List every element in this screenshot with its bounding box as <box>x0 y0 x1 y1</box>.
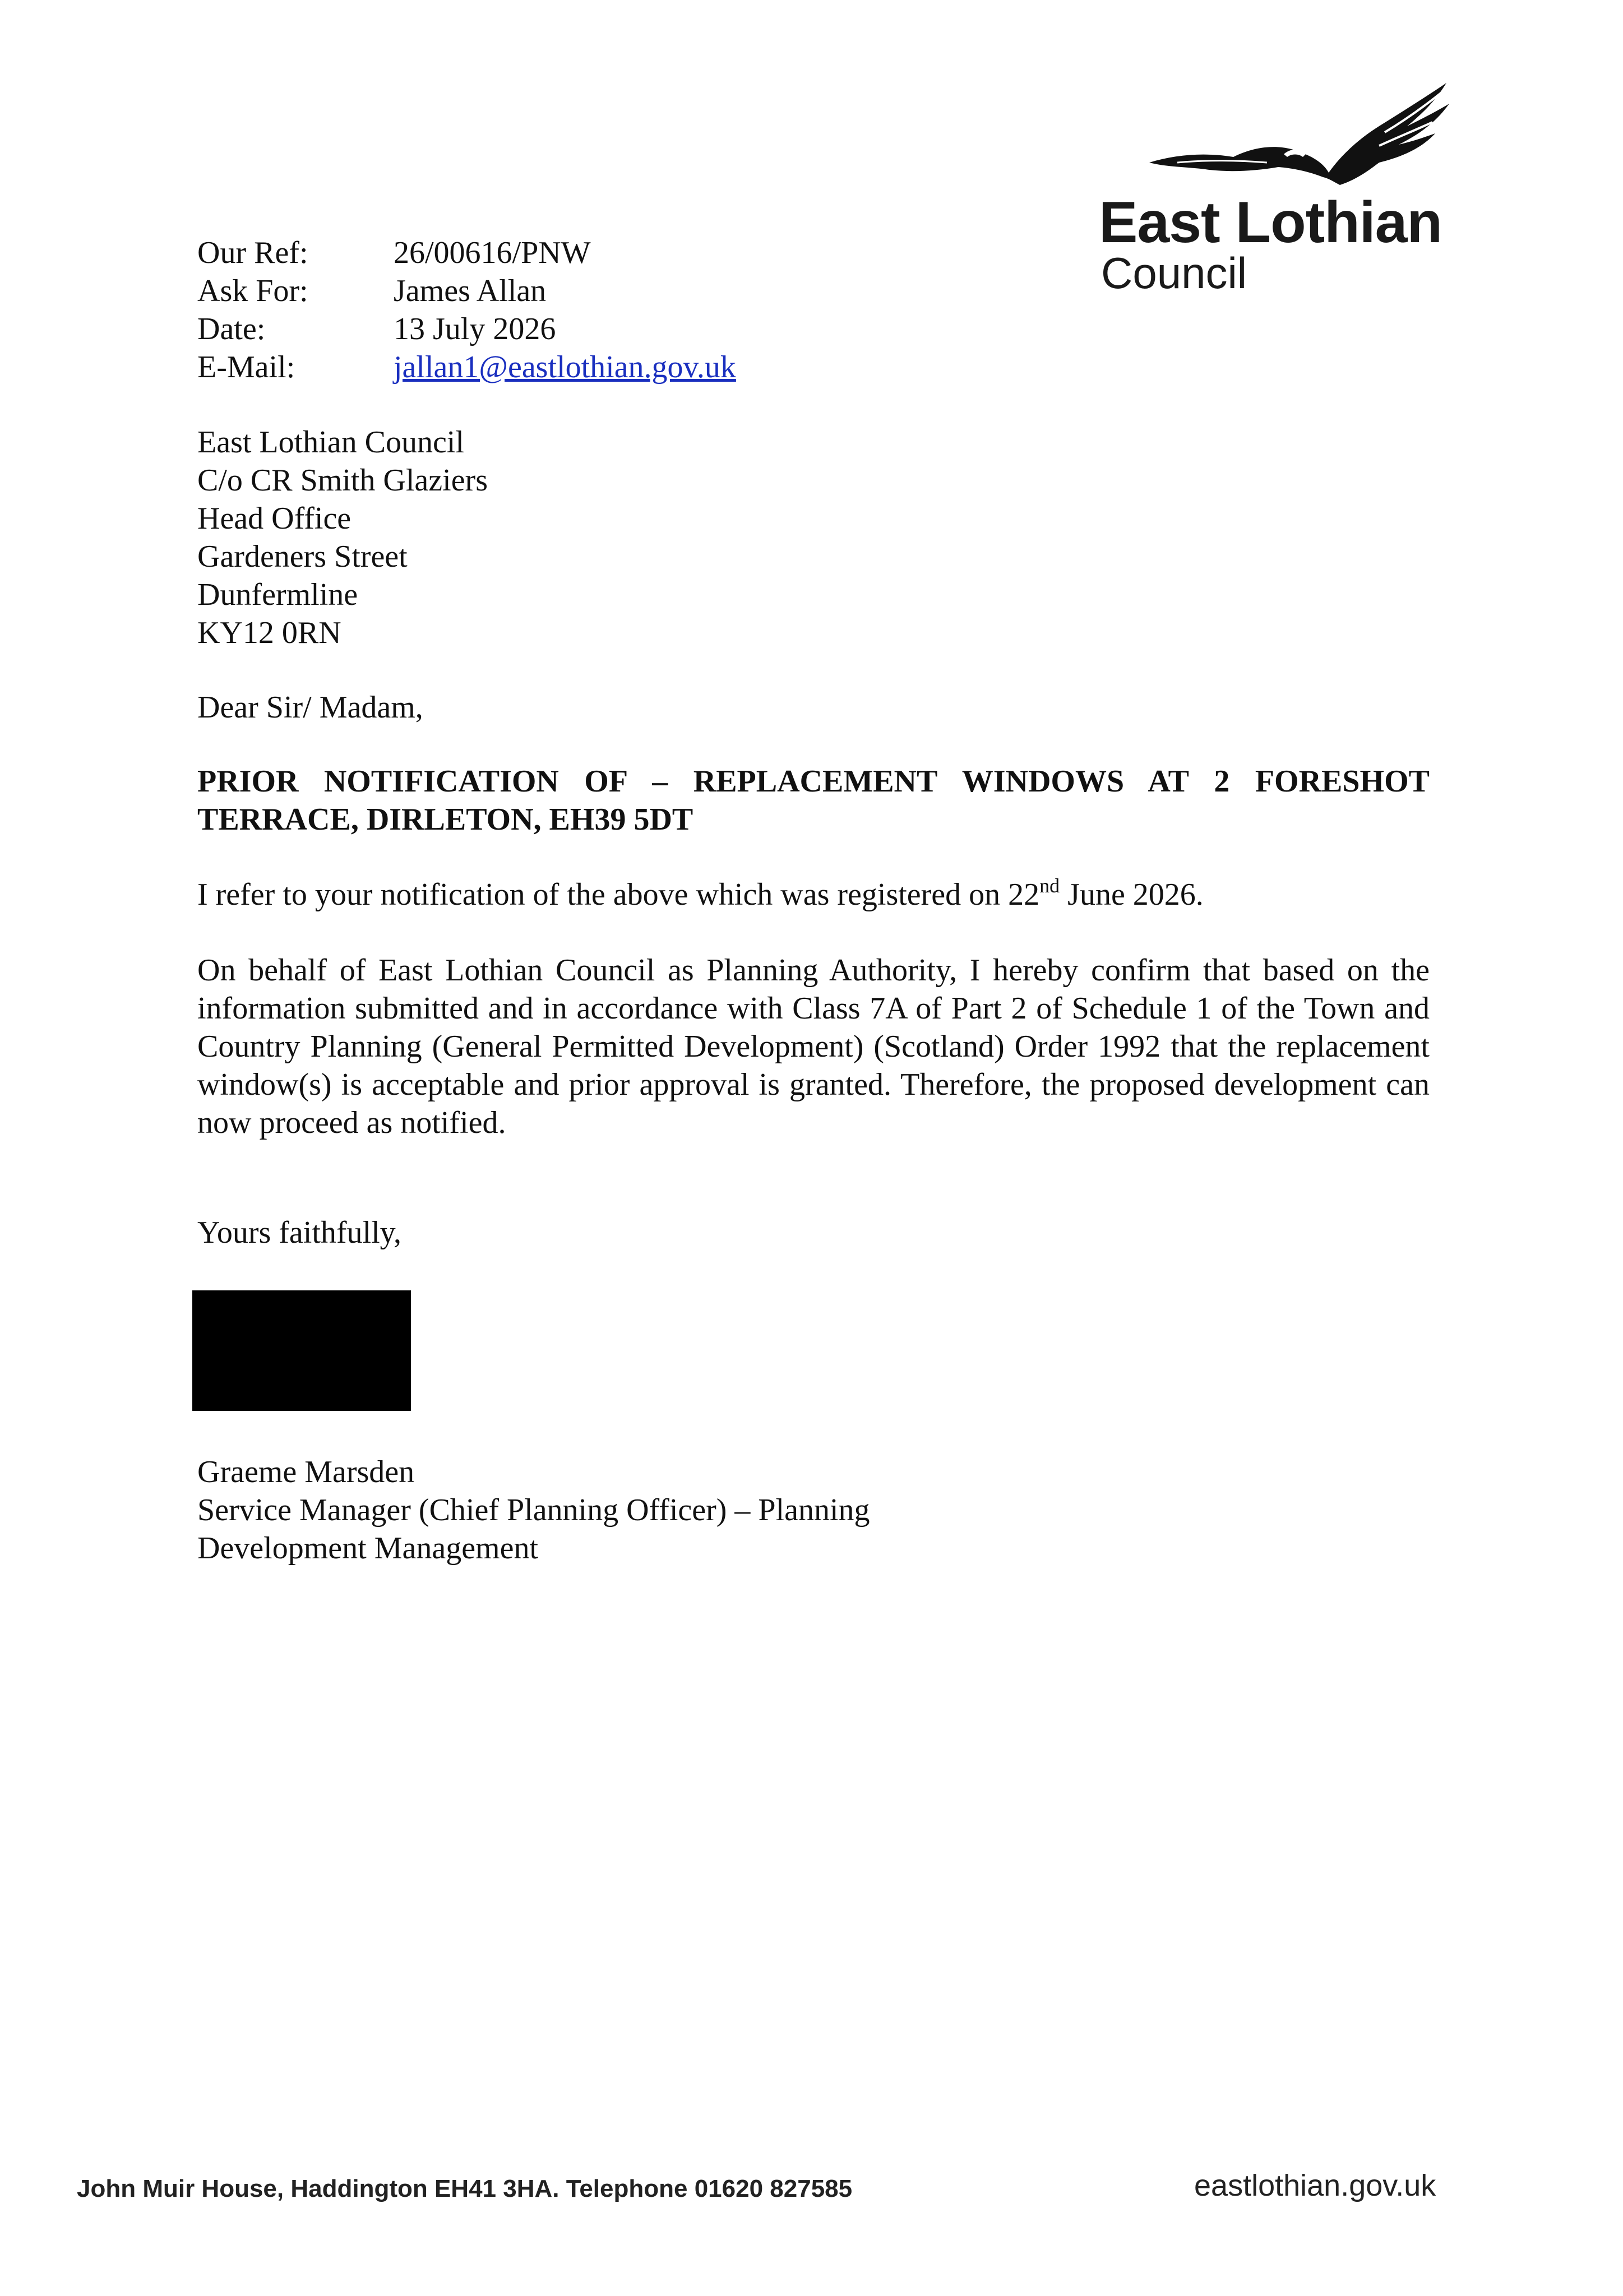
footer-address: John Muir House, Haddington EH41 3HA. Telephone 01620 827585 <box>77 2175 853 2202</box>
address-line: KY12 0RN <box>197 615 341 650</box>
recipient-address <box>197 423 488 652</box>
date-row <box>197 310 736 348</box>
eagle-icon <box>1144 78 1458 191</box>
footer-website: eastlothian.gov.uk <box>1194 2169 1436 2202</box>
email-link[interactable]: jallan1@eastlothian.gov.uk <box>394 350 736 385</box>
subject-heading: PRIOR NOTIFICATION OF – REPLACEMENT WINDOWS AT 2 FORESHOT TERRACE, DIRLETON, EH39 5DT <box>197 764 1430 837</box>
ask-for-row <box>197 272 736 310</box>
signatory-title: Service Manager (Chief Planning Officer) – Planning <box>197 1493 870 1527</box>
paragraph-approval: On behalf of East Lothian Council as Planning Authority, I hereby confirm that based on the information submitted and in accordance with Class 7A of Part 2 of Schedule 1 of the Town and Country Planning (General Permitted Development) (Scotland) Order 1992 that the replacement window(s) is acceptable and prior approval is granted. Therefore, the proposed development can now proceed as notified. <box>197 953 1430 1140</box>
council-logo <box>1099 78 1514 298</box>
date-label: Date: <box>197 312 266 346</box>
salutation: Dear Sir/ Madam, <box>197 690 423 725</box>
signatory-department: Development Management <box>197 1531 539 1566</box>
address-line: Gardeners Street <box>197 539 408 574</box>
ask-for-value: James Allan <box>394 274 547 308</box>
signatory-block <box>197 1453 870 1567</box>
address-line: Head Office <box>197 501 352 536</box>
address-line: East Lothian Council <box>197 425 464 460</box>
date-value: 13 July 2026 <box>394 312 556 346</box>
logo-subtitle: Council <box>1101 248 1247 298</box>
email-label: E-Mail: <box>197 350 295 385</box>
signatory-name: Graeme Marsden <box>197 1455 415 1489</box>
address-line: C/o CR Smith Glaziers <box>197 463 488 498</box>
paragraph-registration: I refer to your notification of the above which was registered on 22nd June 2026. <box>197 874 1204 912</box>
ask-for-label: Ask For: <box>197 274 308 308</box>
logo-title: East Lothian <box>1099 190 1442 255</box>
reference-value: 26/00616/PNW <box>394 235 591 270</box>
redacted-signature <box>192 1290 411 1411</box>
reference-label: Our Ref: <box>197 235 308 270</box>
reference-row <box>197 234 736 272</box>
closing: Yours faithfully, <box>197 1215 402 1250</box>
address-line: Dunfermline <box>197 577 358 612</box>
reference-block <box>197 234 736 386</box>
email-row <box>197 348 736 386</box>
